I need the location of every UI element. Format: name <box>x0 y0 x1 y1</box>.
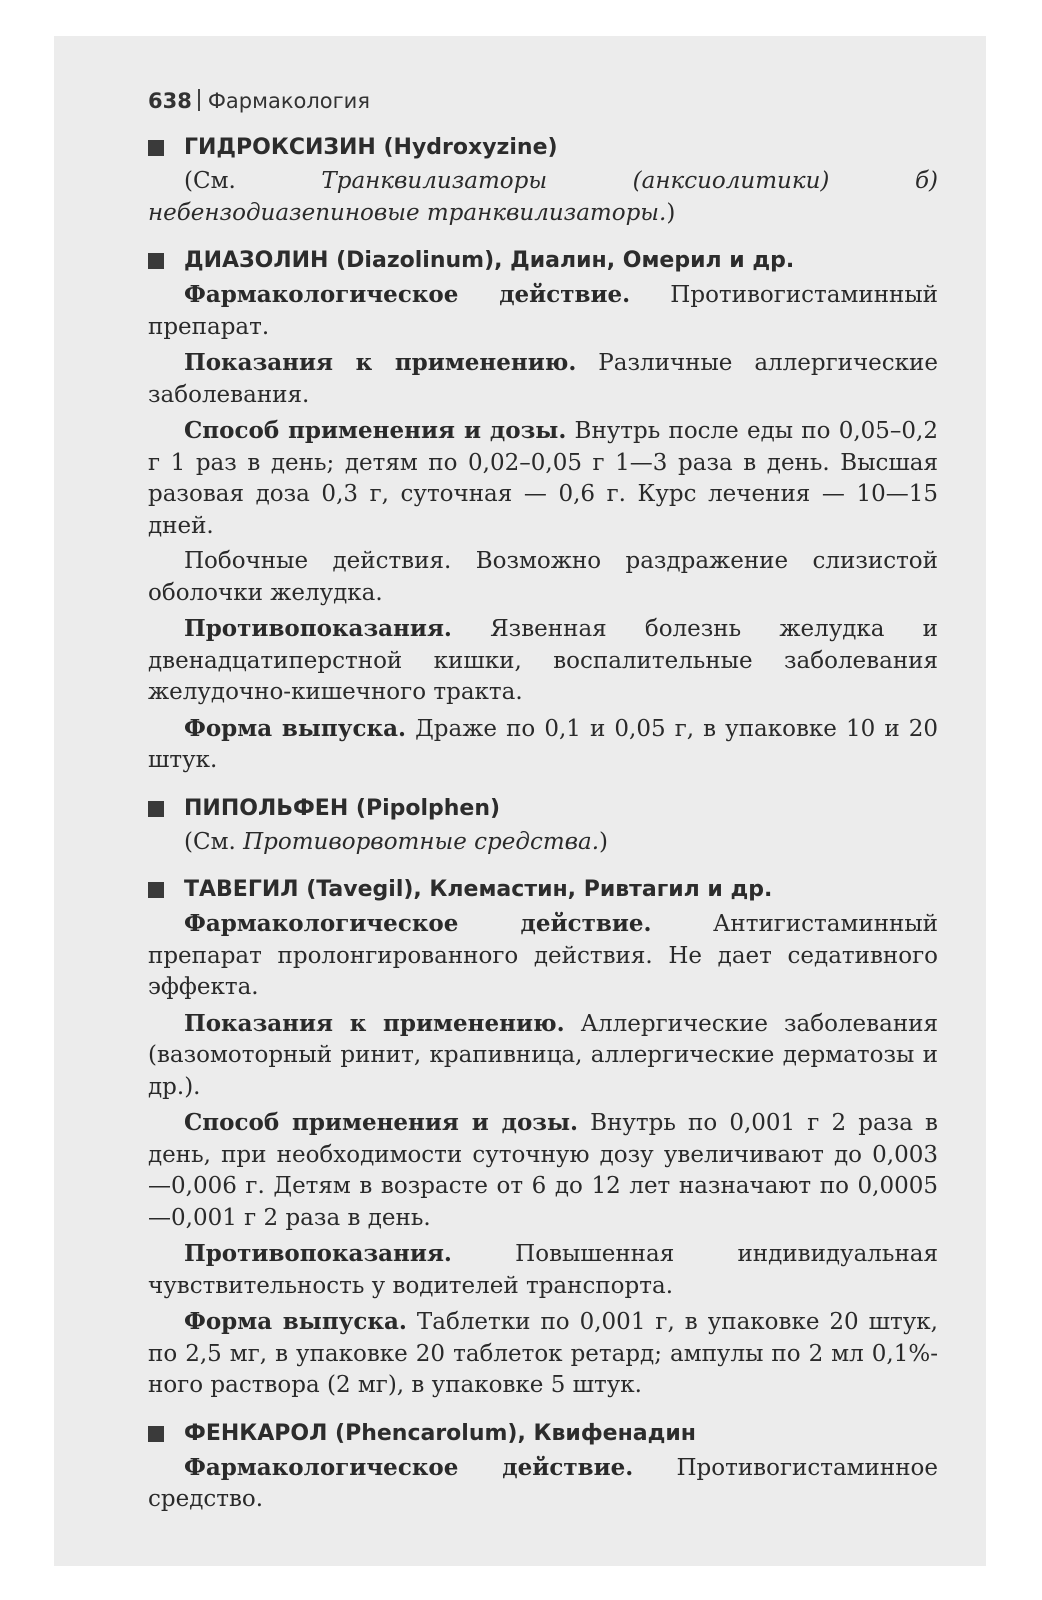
page-number: 638 <box>148 89 192 113</box>
section-label: Показания к применению. <box>184 1009 565 1037</box>
section-text: Антигистаминный препарат пролонгированного действия. Не дает седативного эффекта. <box>148 911 939 1000</box>
section-text: Побочные действия. Возможно раздражение слизистой оболочки желудка. <box>148 548 938 606</box>
see-suffix: ) <box>599 828 609 855</box>
running-head <box>148 86 938 116</box>
drug-heading <box>148 243 938 279</box>
section-label: Способ применения и дозы. <box>184 417 567 444</box>
section-label: Форма выпуска. <box>184 1308 407 1335</box>
drug-entry-pipolphen <box>148 791 938 859</box>
see-suffix: ) <box>666 199 676 226</box>
section-label: Способ применения и дозы. <box>184 1109 579 1136</box>
bullet-square-icon <box>148 253 164 269</box>
see-reference <box>148 166 938 229</box>
section-text: Повышенная индивидуальная чувствительность у водителей транспорта. <box>148 1241 938 1299</box>
see-prefix: (См. <box>184 828 244 855</box>
release-form <box>148 1306 938 1402</box>
section-label: Фармакологическое действие. <box>184 910 652 937</box>
section-label: Форма выпуска. <box>184 714 407 742</box>
release-form <box>148 713 938 777</box>
drug-entry-tavegil <box>148 872 938 1402</box>
section-label: Показания к применению. <box>184 349 577 376</box>
contraindications <box>148 613 938 709</box>
see-target: Транквилизаторы (анксиолитики) б) небензодиазепиновые транквилизаторы. <box>148 168 938 226</box>
section-label: Фармакологическое действие. <box>184 281 631 308</box>
book-page <box>54 36 986 1566</box>
drug-heading <box>148 1416 938 1452</box>
drug-heading-text: ГИДРОКСИЗИН (Hydroxyzine) <box>184 135 558 160</box>
indications <box>148 1008 938 1104</box>
section-label: Противопоказания. <box>184 615 452 642</box>
section-text: Внутрь по 0,001 г 2 раза в день, при необходимости суточную дозу увеличивают до 0,003—0,006 г. Детям в возрасте от 6 до 12 лет назначают по 0,0005—0,001 г 2 раза в день. <box>148 1110 938 1231</box>
side-effects <box>148 546 938 609</box>
contraindications <box>148 1238 938 1302</box>
see-prefix: (См. <box>184 168 322 194</box>
section-text: Противогистаминный препарат. <box>148 282 938 340</box>
divider <box>198 89 200 111</box>
bullet-square-icon <box>148 1426 164 1442</box>
dosage <box>148 1107 938 1234</box>
drug-heading <box>148 130 938 166</box>
bullet-square-icon <box>148 140 164 156</box>
section-text: Драже по 0,1 и 0,05 г, в упаковке 10 и 20 штук. <box>148 715 938 773</box>
bullet-square-icon <box>148 882 164 898</box>
section-label: Противопоказания. <box>184 1240 452 1267</box>
dosage <box>148 415 938 542</box>
drug-entry-phencarol <box>148 1416 938 1516</box>
bullet-square-icon <box>148 801 164 817</box>
section-text: Таблетки по 0,001 г, в упаковке 20 штук, по 2,5 мг, в упаковке 20 таблеток ретард; ампулы по 2 мл 0,1%-ного раствора (2 мг), в упаковке 5 штук. <box>148 1309 938 1398</box>
indications <box>148 347 938 411</box>
drug-entry-hydroxyzine <box>148 130 938 229</box>
drug-heading-text: ДИАЗОЛИН (Diazolinum), Диалин, Омерил и др. <box>184 248 795 273</box>
section-text: Язвенная болезнь желудка и двенадцатиперстной кишки, воспалительные заболевания желудочно-кишечного тракта. <box>148 616 938 705</box>
drug-heading <box>148 872 938 908</box>
see-reference <box>148 827 938 859</box>
section-text: Различные аллергические заболевания. <box>148 350 938 408</box>
see-target: Противорвотные средства. <box>243 828 600 855</box>
drug-heading-text: ТАВЕГИЛ (Tavegil), Клемастин, Ривтагил и др. <box>184 877 773 902</box>
section-label: Фармакологическое действие. <box>184 1453 634 1481</box>
drug-heading-text: ПИПОЛЬФЕН (Pipolphen) <box>184 795 501 821</box>
drug-heading-text: ФЕНКАРОЛ (Phencarolum), Квифенадин <box>184 1420 696 1446</box>
drug-entry-diazolin <box>148 243 938 777</box>
drug-heading <box>148 791 938 827</box>
pharmacological-action <box>148 1452 938 1516</box>
pharmacological-action <box>148 908 938 1004</box>
section-text: Внутрь после еды по 0,05–0,2 г 1 раз в день; детям по 0,02–0,05 г 1—3 раза в день. Высшая разовая доза 0,3 г, суточная — 0,6 г. Курс лечения — 10—15 дней. <box>148 418 938 539</box>
section-text: Противогистаминное средство. <box>148 1454 939 1512</box>
section-title: Фармакология <box>207 89 370 113</box>
section-text: Аллергические заболевания (вазомоторный ринит, крапивница, аллергические дерматозы и др.). <box>148 1010 938 1100</box>
pharmacological-action <box>148 279 938 343</box>
page-content <box>148 86 938 1516</box>
